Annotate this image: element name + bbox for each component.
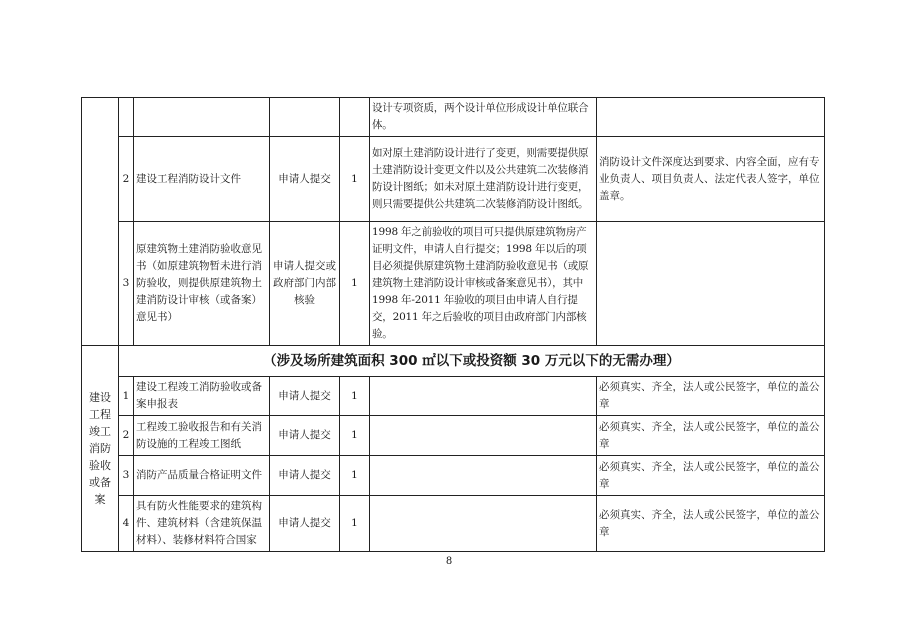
copies-count: 1 — [340, 137, 370, 222]
submission-mode: 申请人提交 — [270, 377, 340, 416]
item-number: 2 — [119, 137, 134, 222]
submission-mode: 申请人提交 — [270, 496, 340, 552]
table-row — [82, 496, 825, 552]
document-name: 建设工程竣工消防验收或备案申报表 — [134, 377, 270, 416]
document-requirement: 必须真实、齐全，法人或公民签字，单位的盖公章 — [597, 416, 825, 456]
document-name: 建设工程消防设计文件 — [134, 137, 270, 222]
copies-count: 1 — [340, 222, 370, 346]
copies-count: 1 — [340, 377, 370, 416]
document-name: 原建筑物土建消防验收意见书（如原建筑物暂未进行消防验收，则提供原建筑物土建消防设计审核（或备案）意见书） — [134, 222, 270, 346]
document-name: 工程竣工验收报告和有关消防设施的工程竣工图纸 — [134, 416, 270, 456]
copies-count — [340, 98, 370, 137]
item-number — [119, 98, 134, 137]
table-row — [82, 377, 825, 416]
item-number: 1 — [119, 377, 134, 416]
submission-mode: 申请人提交或政府部门内部核验 — [270, 222, 340, 346]
category-cell: 建设工程竣工消防验收或备案 — [82, 346, 119, 552]
table-row — [82, 222, 825, 346]
document-note: 如对原土建消防设计进行了变更，则需要提供原土建消防设计变更文件以及公共建筑二次装修消防设计图纸；如未对原土建消防设计进行变更，则只需要提供公共建筑二次装修消防设计图纸。 — [370, 137, 597, 222]
table-row — [82, 456, 825, 496]
copies-count: 1 — [340, 496, 370, 552]
item-number: 3 — [119, 222, 134, 346]
document-name — [134, 98, 270, 137]
document-note — [370, 416, 597, 456]
document-note — [370, 377, 597, 416]
table-row — [82, 346, 825, 377]
item-number: 3 — [119, 456, 134, 496]
copies-count: 1 — [340, 456, 370, 496]
document-name: 消防产品质量合格证明文件 — [134, 456, 270, 496]
document-requirement — [597, 98, 825, 137]
document-note — [370, 456, 597, 496]
submission-mode — [270, 98, 340, 137]
document-requirement — [597, 222, 825, 346]
document-requirement: 必须真实、齐全，法人或公民签字，单位的盖公章 — [597, 377, 825, 416]
document-requirement: 必须真实、齐全，法人或公民签字，单位的盖公章 — [597, 456, 825, 496]
submission-mode: 申请人提交 — [270, 456, 340, 496]
table-row — [82, 137, 825, 222]
document-requirement: 必须真实、齐全，法人或公民签字，单位的盖公章 — [597, 496, 825, 552]
table-row — [82, 416, 825, 456]
item-number: 4 — [119, 496, 134, 552]
document-requirement: 消防设计文件深度达到要求、内容全面，应有专业负责人、项目负责人、法定代表人签字，单位盖章。 — [597, 137, 825, 222]
table-row — [82, 98, 825, 137]
document-note — [370, 496, 597, 552]
requirements-table — [81, 97, 825, 552]
document-name: 具有防火性能要求的建筑构件、建筑材料（含建筑保温材料）、装修材料符合国家 — [134, 496, 270, 552]
submission-mode: 申请人提交 — [270, 416, 340, 456]
document-note: 设计专项资质，两个设计单位形成设计单位联合体。 — [370, 98, 597, 137]
submission-mode: 申请人提交 — [270, 137, 340, 222]
document-note: 1998 年之前验收的项目可只提供原建筑物房产证明文件，申请人自行提交；1998 年以后的项目必须提供原建筑物土建消防验收意见书（或原建筑物土建消防设计审核或备案意见书），其中 1998 年-2011 年验收的项目由申请人自行提交，2011 年之后验收的项目由政府部门内部核验。 — [370, 222, 597, 346]
item-number: 2 — [119, 416, 134, 456]
copies-count: 1 — [340, 416, 370, 456]
exemption-note: （涉及场所建筑面积 300 ㎡以下或投资额 30 万元以下的无需办理） — [119, 346, 825, 377]
page-number: 8 — [445, 556, 453, 567]
category-cell-empty — [82, 98, 119, 346]
